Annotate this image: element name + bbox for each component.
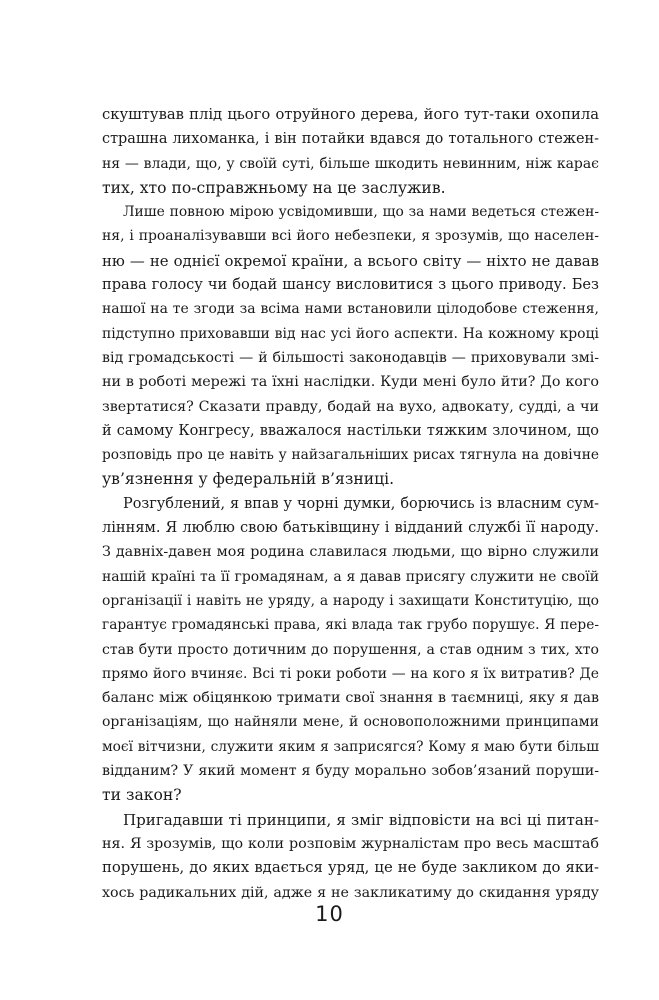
paragraph (102, 200, 599, 492)
text-line: підступно приховавши від нас усі його аспекти. На кожному кроці (102, 325, 599, 342)
text-line: моєї вітчизни, служити яким я заприсягся? Кому я маю бути більш (102, 738, 599, 755)
text-line: ня — влади, що, у своїй суті, більше шкодить невинним, ніж карає (102, 155, 599, 172)
text-line: баланс між обіцянкою тримати свої знання в таємниці, яку я дав (102, 690, 599, 707)
text-line: Лише повною мірою усвідомивши, що за нами ведеться стежен- (123, 204, 599, 221)
paragraph (102, 103, 599, 200)
text-line: тих, хто по-справжньому на це заслужив. (102, 178, 446, 197)
text-line: прямо його вчиняє. Всі ті роки роботи — на кого я їх витратив? Де (102, 665, 599, 682)
text-line: ня. Я зрозумів, що коли розповім журналістам про весь масштаб (102, 835, 599, 852)
text-line: став бути просто дотичним до порушення, а став одним з тих, хто (102, 641, 599, 658)
text-line: хось радикальних дій, адже я не закликатиму до скидання уряду (102, 884, 599, 901)
text-line: ня, і проаналізувавши всі його небезпеки, я зрозумів, що населен- (102, 228, 599, 245)
text-line: організаціям, що найняли мене, й основоположними принципами (102, 714, 599, 731)
text-line: від громадськості — й більшості законодавців — приховували змі- (102, 349, 599, 366)
paragraph (102, 808, 599, 905)
text-line: страшна лихоманка, і він потайки вдався до тотального стежен- (102, 131, 599, 148)
text-line: ти закон? (102, 786, 182, 805)
text-line: нашій країні та її громадянам, а я давав присягу служити не своїй (102, 568, 599, 585)
text-line: лінням. Я люблю свою батьківщину і відданий службі її народу. (102, 519, 599, 537)
page-number: 10 (315, 902, 344, 926)
text-line: ни в роботі мережі та їхні наслідки. Куди мені було йти? До кого (102, 374, 599, 391)
page-body (102, 103, 599, 905)
text-line: гарантує громадянські права, які влада так грубо порушує. Я пере- (102, 617, 599, 634)
text-line: Розгублений, я впав у чорні думки, борючись із власним сум- (123, 495, 599, 512)
text-line: й самому Конгресу, вважалося настільки тяжким злочином, що (102, 422, 599, 439)
text-line: організації і навіть не уряду, а народу і захищати Конституцію, що (102, 592, 599, 609)
text-line: нашої на те згоди за всіма нами встановили цілодобове стеження, (102, 301, 599, 318)
text-line: ув’язнення у федеральній в’язниці. (102, 470, 395, 489)
text-line: З давніх-давен моя родина славилася людьми, що вірно служили (102, 544, 599, 561)
text-line: звертатися? Сказати правду, бодай на вухо, адвокату, судді, а чи (102, 398, 599, 415)
text-line: права голосу чи бодай шансу висловитися з цього приводу. Без (102, 276, 599, 294)
text-line: ню — не однієї окремої країни, а всього світу — ніхто не давав (102, 251, 599, 270)
text-line: скуштував плід цього отруйного дерева, його тут-таки охопила (102, 106, 599, 123)
text-line: відданим? У який момент я буду морально зобов’язаний поруши- (102, 763, 599, 780)
text-line: розповідь про це навіть у найзагальніших рисах тягнула на довічне (102, 447, 599, 464)
text-line: Пригадавши ті принципи, я зміг відповісти на всі ці питан- (123, 810, 599, 829)
text-line: порушень, до яких вдається уряд, це не буде закликом до яки- (102, 859, 599, 877)
paragraph (102, 492, 599, 808)
